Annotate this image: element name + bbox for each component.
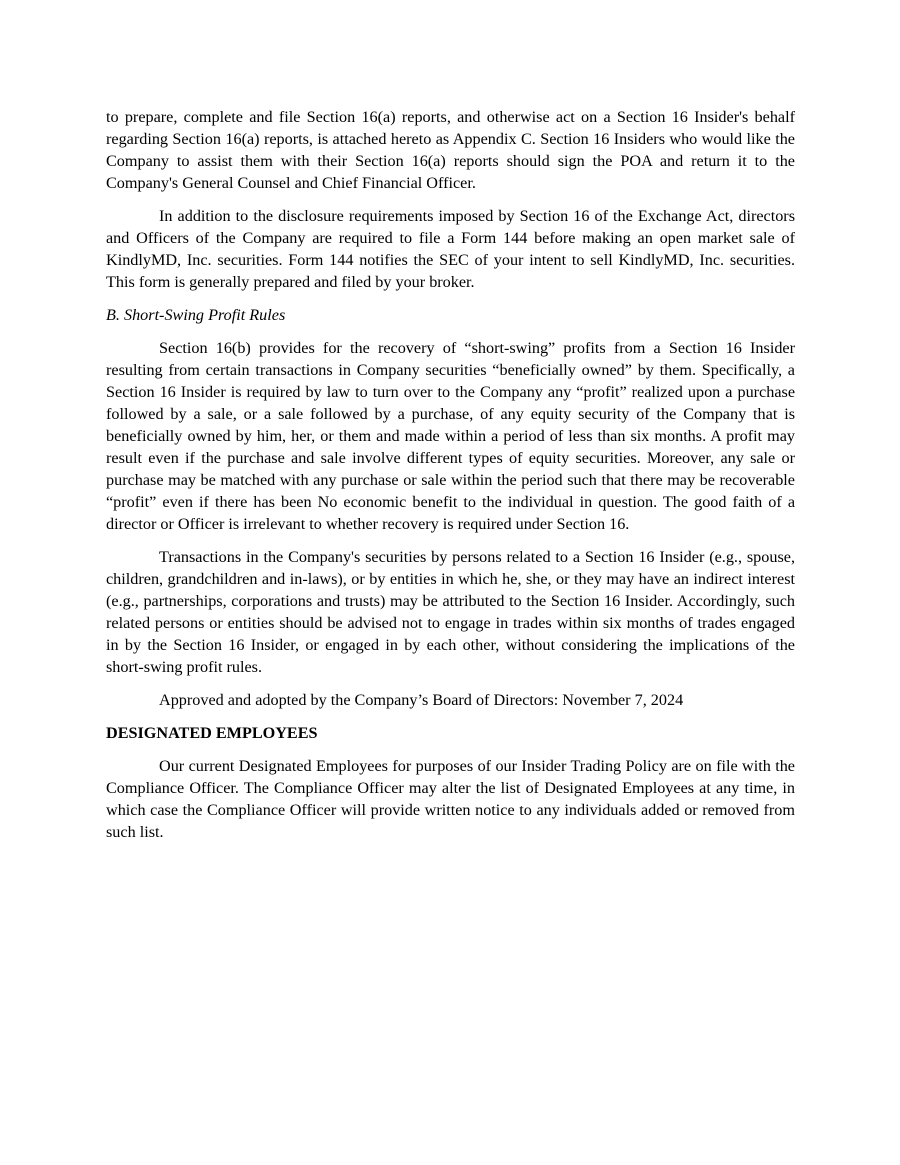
- approval-statement: Approved and adopted by the Company’s Board of Directors: November 7, 2024: [159, 691, 684, 709]
- paragraph-related-persons: Transactions in the Company's securities by persons related to a Section 16 Insider (e.g., spouse, children, grandchildren and in-laws), or by entities in which he, she, or they may have an indirect interest (e.g., partnerships, corporations and trusts) may be attributed to the Section 16 Insider. Accordingly, such related persons or entities should be advised not to engage in trades within six months of trades engaged in by the Section 16 Insider, or engaged in by each other, without considering the implications of the short-swing profit rules.: [106, 548, 795, 676]
- heading-designated-employees: DESIGNATED EMPLOYEES: [106, 724, 318, 742]
- paragraph-designated-employees: Our current Designated Employees for purposes of our Insider Trading Policy are on file with the Compliance Officer. The Compliance Officer may alter the list of Designated Employees at any time, in which case the Compliance Officer will provide written notice to any individuals added or removed from such list.: [106, 757, 795, 841]
- paragraph-poa-appendix: to prepare, complete and file Section 16(a) reports, and otherwise act on a Section 16 Insider's behalf regarding Section 16(a) reports, is attached hereto as Appendix C. Section 16 Insiders who would like the Company to assist them with their Section 16(a) reports should sign the POA and return it to the Company's General Counsel and Chief Financial Officer.: [106, 108, 795, 192]
- paragraph-section-16b: Section 16(b) provides for the recovery of “short-swing” profits from a Section 16 Insider resulting from certain transactions in Company securities “beneficially owned” by them. Specifically, a Section 16 Insider is required by law to turn over to the Company any “profit” realized upon a purchase followed by a sale, or a sale followed by a purchase, of any equity security of the Company that is beneficially owned by him, her, or them and made within a period of less than six months. A profit may result even if the purchase and sale involve different types of equity securities. Moreover, any sale or purchase may be matched with any purchase or sale within the period such that there may be recoverable “profit” even if there has been No economic benefit to the individual in question. The good faith of a director or Officer is irrelevant to whether recovery is required under Section 16.: [106, 339, 795, 533]
- subheading-short-swing-profit-rules: B. Short-Swing Profit Rules: [106, 306, 286, 324]
- paragraph-form-144: In addition to the disclosure requirements imposed by Section 16 of the Exchange Act, directors and Officers of the Company are required to file a Form 144 before making an open market sale of KindlyMD, Inc. securities. Form 144 notifies the SEC of your intent to sell KindlyMD, Inc. securities. This form is generally prepared and filed by your broker.: [106, 207, 795, 291]
- document-page: [106, 106, 795, 854]
